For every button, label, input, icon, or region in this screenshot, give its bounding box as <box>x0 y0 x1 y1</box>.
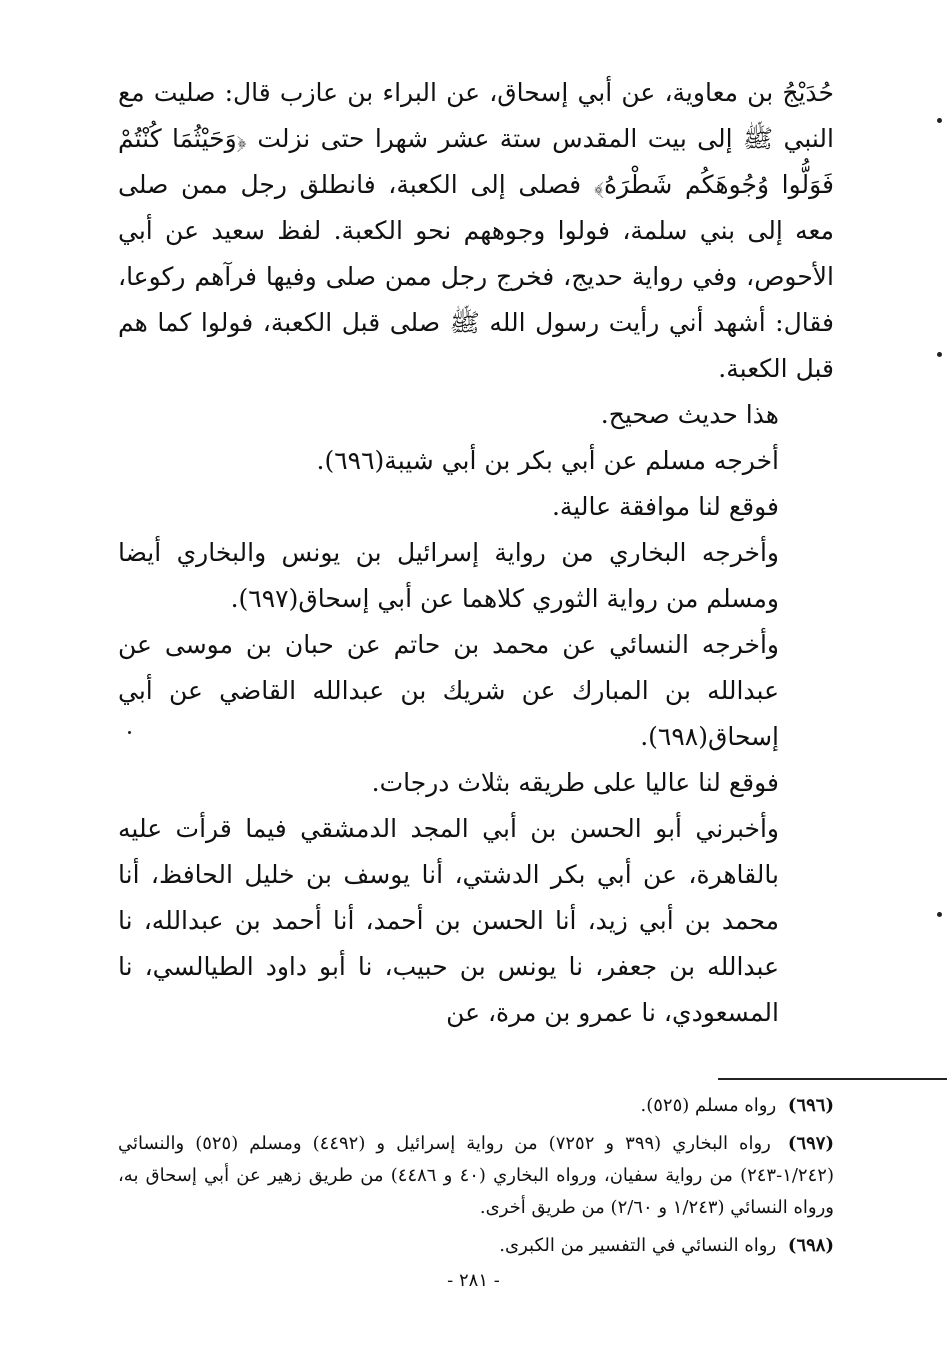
margin-mark <box>128 731 131 734</box>
footnote-number: (٦٩٨) <box>787 1235 834 1256</box>
paragraph-isnad: وأخبرني أبو الحسن بن أبي المجد الدمشقي فيما قرأت عليه بالقاهرة، عن أبي بكر الدشتي، أنا يوسف بن خليل الحافظ، أنا محمد بن أبي زيد، أنا الحسن بن أحمد، أنا أحمد بن عبدالله، نا عبدالله بن جعفر، نا يونس بن حبيب، نا أبو داود الطيالسي، نا المسعودي، نا عمرو بن مرة، عن <box>118 814 779 1027</box>
footnote-divider <box>718 1078 947 1080</box>
footnote-number: (٦٩٦) <box>787 1095 834 1116</box>
margin-mark <box>937 118 942 123</box>
footnote-number: (٦٩٧) <box>787 1133 834 1154</box>
paragraph-agreement: فوقع لنا موافقة عالية. <box>551 492 779 521</box>
paragraph-bukhari: وأخرجه البخاري من رواية إسرائيل بن يونس والبخاري أيضا ومسلم من رواية الثوري كلاهما عن أبي إسحاق(٦٩٧). <box>118 538 779 613</box>
footnote-text: رواه مسلم (٥٢٥). <box>640 1095 777 1116</box>
footnote <box>118 1230 834 1262</box>
margin-mark <box>937 352 942 357</box>
page-number: - ٢٨١ - <box>447 1270 500 1291</box>
main-text <box>118 70 834 1036</box>
footnote <box>118 1090 834 1122</box>
footnote-text: رواه النسائي في التفسير من الكبرى. <box>499 1235 777 1256</box>
footnote-text: رواه البخاري (٣٩٩ و ٧٢٥٢) من رواية إسرائيل و (٤٤٩٢) ومسلم (٥٢٥) والنسائي (١/٢٤٢-٢٤٣) من رواية سفيان، ورواه البخاري (٤٠ و ٤٤٨٦) من طريق زهير عن أبي إسحاق به، ورواه النسائي (١/٢٤٣ و ٢/٦٠) من طريق أخرى. <box>118 1133 834 1218</box>
paragraph-hadith: حُدَيْجُ بن معاوية، عن أبي إسحاق، عن البراء بن عازب قال: صليت مع النبي ﷺ إلى بيت المقدس ستة عشر شهرا حتى نزلت ﴿وَحَيْثُمَا كُنْتُمْ فَوَلُّوا وُجُوهَكُم شَطْرَهُ﴾ فصلى إلى الكعبة، فانطلق رجل ممن صلى معه إلى بني سلمة، فولوا وجوههم نحو الكعبة. لفظ سعيد عن أبي الأحوص، وفي رواية حديج، فخرج رجل ممن صلى وفيها فرآهم ركوعا، فقال: أشهد أني رأيت رسول الله ﷺ صلى قبل الكعبة، فولوا كما هم قبل الكعبة. <box>118 78 834 383</box>
margin-mark <box>937 912 942 917</box>
footnotes <box>118 1090 834 1268</box>
paragraph-muslim: أخرجه مسلم عن أبي بكر بن أبي شيبة(٦٩٦). <box>316 446 779 475</box>
paragraph-nasai: وأخرجه النسائي عن محمد بن حاتم عن حبان بن موسى عن عبدالله بن المبارك عن شريك بن عبدالله القاضي عن أبي إسحاق(٦٩٨). <box>118 630 779 751</box>
footnote <box>118 1128 834 1224</box>
paragraph-elevation: فوقع لنا عاليا على طريقه بثلاث درجات. <box>371 768 779 797</box>
page-body <box>118 70 834 1310</box>
paragraph-grading: هذا حديث صحيح. <box>600 400 779 429</box>
